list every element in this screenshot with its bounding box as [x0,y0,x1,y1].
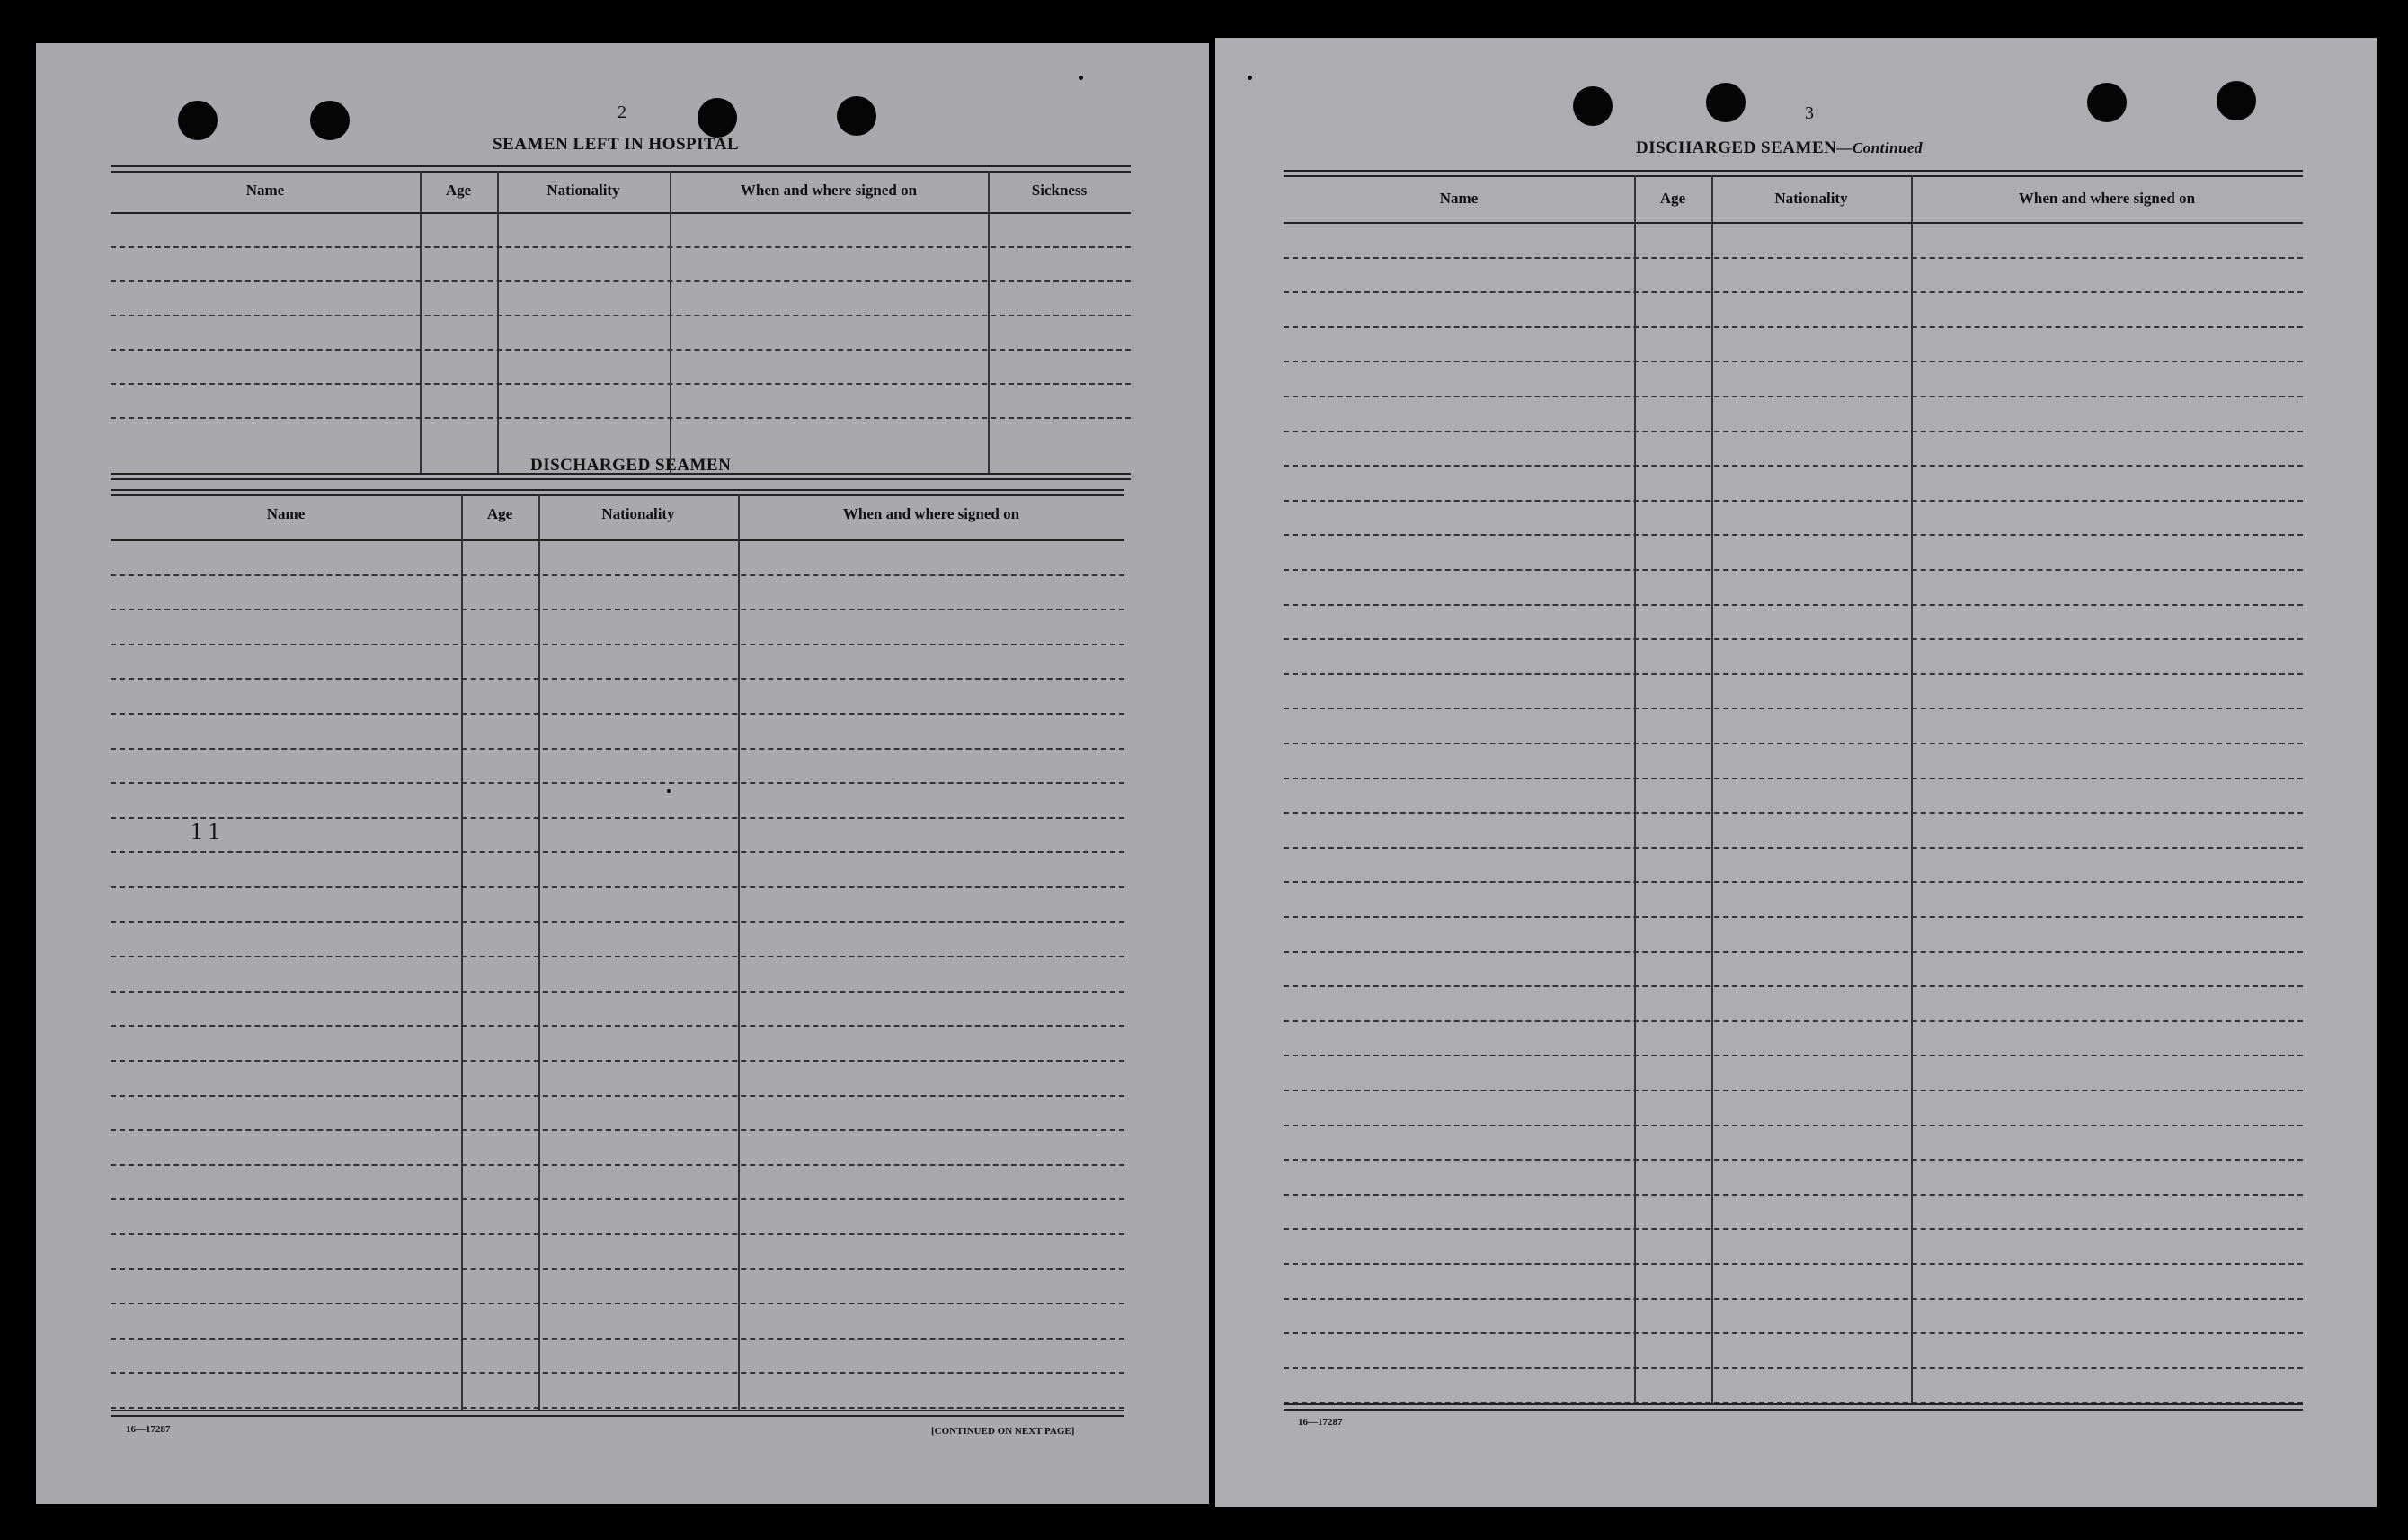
row-line [1284,1228,2303,1230]
row-line [1284,431,2303,432]
row-line [1284,708,2303,709]
punch-hole [1706,83,1746,122]
row-line [1284,1090,2303,1091]
col-header-nationality: Nationality [546,182,620,199]
punch-hole [1573,86,1613,126]
row-line [1284,500,2303,502]
continued-note: [CONTINUED ON NEXT PAGE] [931,1426,1075,1437]
col-header-name: Name [245,182,285,199]
row-line [1284,326,2303,328]
col-header-sickness: Sickness [1031,182,1088,199]
row-line [111,1372,1124,1374]
speck [1248,76,1252,80]
speck [1079,76,1083,80]
col-header-nationality: Nationality [1774,190,1848,207]
row-line [1284,1298,2303,1300]
row-line [111,417,1131,419]
row-line [1284,951,2303,953]
row-line [1284,1020,2303,1022]
row-line [111,246,1131,248]
col-header-name: Name [266,505,306,522]
row-line [1284,985,2303,987]
row-line [1284,812,2303,814]
punch-hole [310,101,350,140]
col-header-nationality: Nationality [601,505,675,522]
handwritten-mark: 1 1 [191,818,220,844]
row-line [111,1164,1124,1166]
row-line [111,1198,1124,1200]
row-line [111,886,1124,888]
punch-hole [2087,83,2127,122]
row-line [111,1025,1124,1027]
row-line [111,280,1131,282]
discharged-table-right [1284,170,2303,1408]
row-line [1284,396,2303,397]
row-line [1284,778,2303,779]
col-header-age: Age [1659,190,1686,207]
row-line [111,1338,1124,1340]
page-number: 2 [618,102,626,122]
title-continued: —Continued [1836,139,1924,156]
row-line [111,921,1124,923]
row-line [111,713,1124,715]
row-line [1284,1055,2303,1056]
row-line [111,1303,1124,1304]
row-line [111,1060,1124,1062]
hospital-section-title: SEAMEN LEFT IN HOSPITAL [493,135,740,154]
col-header-signed-on: When and where signed on [2018,190,2196,207]
row-line [1284,1125,2303,1126]
col-header-signed-on: When and where signed on [740,182,918,199]
col-header-signed-on: When and where signed on [842,505,1020,522]
row-line [1284,1402,2303,1403]
discharged-continued-title [1636,138,1923,158]
row-line [111,1268,1124,1270]
left-page [36,43,1209,1504]
row-line [111,644,1124,645]
row-line [111,349,1131,351]
row-line [1284,743,2303,744]
row-line [1284,1194,2303,1196]
punch-hole [178,101,218,140]
row-line [1284,916,2303,918]
row-line [111,609,1124,610]
row-line [111,1233,1124,1235]
row-line [1284,1263,2303,1265]
row-line [111,574,1124,576]
row-line [111,851,1124,853]
punch-hole [837,96,876,136]
row-line [111,315,1131,316]
row-line [111,782,1124,784]
col-header-age: Age [445,182,472,199]
row-line [111,1095,1124,1097]
row-line [1284,638,2303,640]
col-header-age: Age [486,505,513,522]
row-line [111,383,1131,385]
form-number: 16—17287 [126,1424,171,1435]
row-line [1284,291,2303,293]
right-page [1215,38,2377,1507]
hospital-table [111,165,1131,477]
row-line [111,678,1124,680]
form-number: 16—17287 [1298,1417,1343,1428]
row-line [1284,673,2303,675]
title-main: DISCHARGED SEAMEN [1636,138,1837,157]
row-line [1284,569,2303,571]
row-line [1284,534,2303,536]
row-line [1284,1332,2303,1334]
page-number: 3 [1805,103,1814,123]
row-line [111,817,1124,819]
col-header-name: Name [1439,190,1479,207]
row-line [1284,465,2303,467]
row-line [1284,257,2303,259]
row-line [111,748,1124,750]
row-line [1284,1367,2303,1369]
row-line [1284,1159,2303,1161]
speck [667,789,671,793]
row-line [111,991,1124,993]
row-line [1284,361,2303,362]
row-line [111,1407,1124,1409]
row-line [1284,604,2303,606]
row-line [1284,847,2303,849]
punch-hole [2217,81,2256,120]
punch-hole [698,98,737,138]
discharged-table-left [111,489,1124,1415]
row-line [111,956,1124,957]
row-line [1284,881,2303,883]
row-line [111,1129,1124,1131]
discharged-section-title: DISCHARGED SEAMEN [530,456,732,475]
